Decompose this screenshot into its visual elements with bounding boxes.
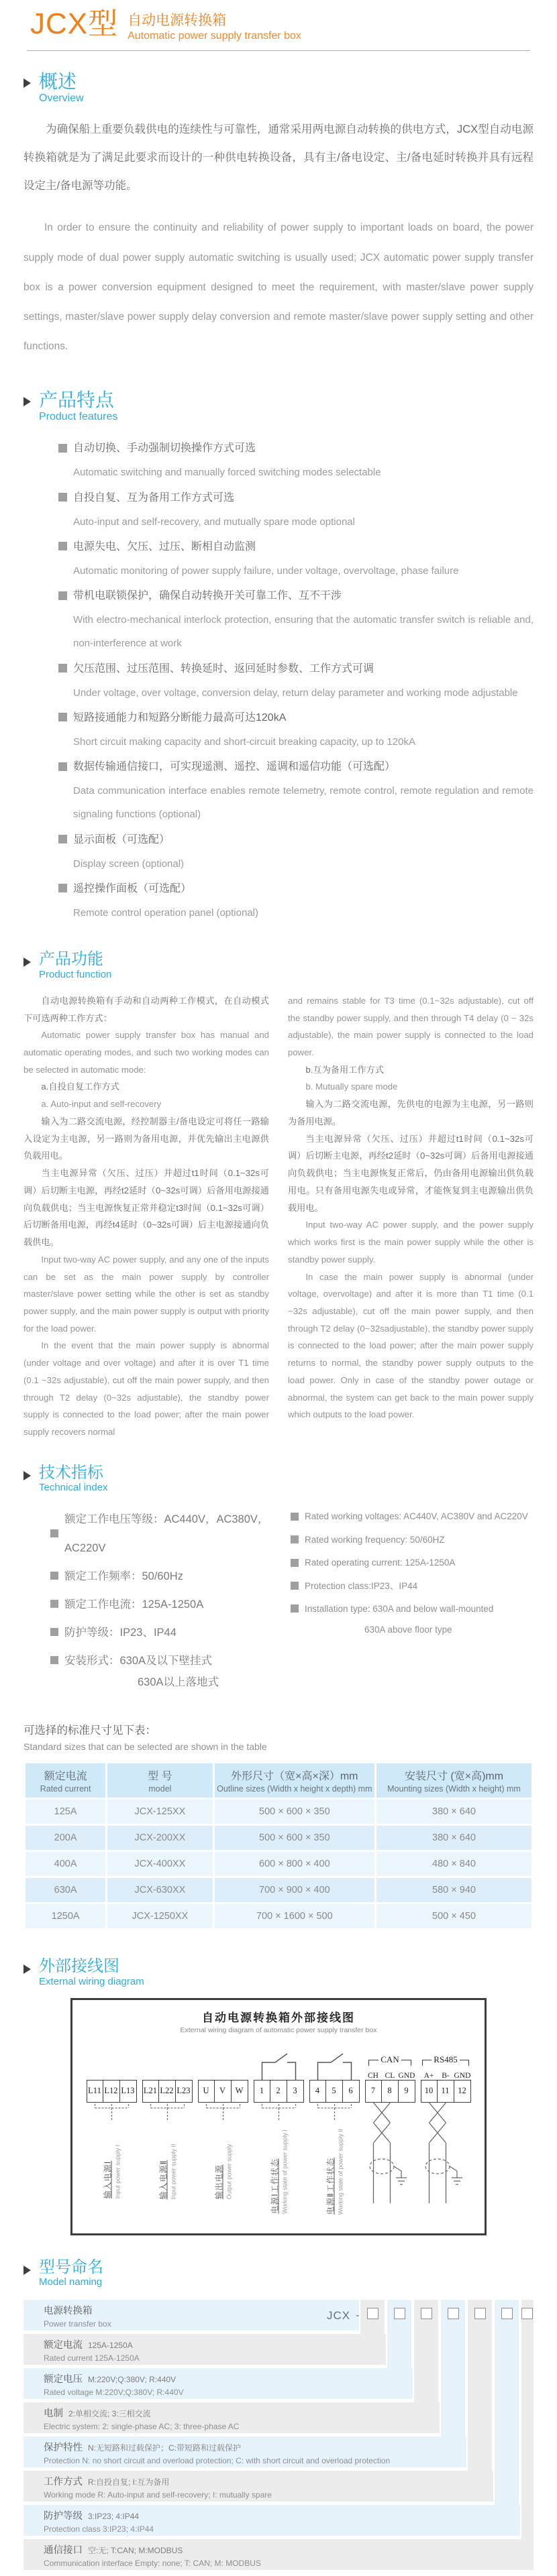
naming-label-cn: 额定电流 [44, 2340, 83, 2351]
naming-label-en: Electric system: 2: single-phase AC; 3: three-phase AC [44, 2422, 240, 2432]
feature-en: With electro-mechanical interlock protection, ensuring that the automatic transfer switch is reliable and, non-interference at work [73, 614, 534, 650]
cell-model: JCX-400XX [107, 1852, 212, 1876]
ground-icon [394, 2166, 407, 2184]
tech-item-cn: 安装形式：630A及以下壁挂式 [64, 1654, 213, 1667]
naming-value-cn: R:自投自复; I:互为备用 [88, 2477, 170, 2487]
naming-label-en: Protection N: no short circuit and overload protection; C: with short circuit and overload protection [44, 2456, 391, 2466]
feature-en: Under voltage, over voltage, conversion delay, return delay parameter and working mode adjustable [73, 687, 518, 699]
terminal: 10 [421, 2080, 438, 2103]
feature-item [58, 436, 534, 484]
naming-value-cn: 空:无; T:CAN; M:MODBUS [88, 2546, 183, 2556]
features-list [23, 436, 534, 925]
bullet-square-icon [58, 591, 67, 600]
terminal-grid [78, 2038, 479, 2229]
function-title-en: Product function [39, 968, 112, 980]
cell-model: JCX-1250XX [107, 1904, 212, 1928]
product-title-block [128, 8, 301, 42]
feature-en: Remote control operation panel (optional) [73, 906, 258, 919]
naming-label-en: Rated current 125A-1250A [44, 2353, 140, 2363]
tech-item-cn: 额定工作电压等级：AC440V，AC380V，AC220V [64, 1513, 269, 1554]
feature-cn: 数据传输通信接口，可实现遥测、遥控、遥调和遥信功能（可选配） [73, 761, 396, 773]
ground-icon [450, 2166, 462, 2184]
features-title-cn: 产品特点 [39, 390, 115, 411]
cell-rated-current: 200A [26, 1826, 105, 1850]
terminal: 6 [343, 2080, 360, 2103]
bullet-square-icon [291, 1559, 299, 1567]
tech-heading [23, 1464, 534, 1494]
group-label-cn: 电源Ⅱ工作状态 [325, 2158, 336, 2215]
feature-item [58, 755, 534, 827]
feature-item [58, 535, 534, 583]
rs485-label: RS485 [434, 2054, 458, 2064]
wiring-title-cn: 外部接线图 [39, 1956, 119, 1975]
bullet-square-icon [58, 664, 67, 672]
bullet-square-icon [58, 762, 67, 771]
product-model-title: JCX型 [30, 7, 119, 40]
function-paragraph: 输入为二路交流电源，经控制器主/备电设定可将任一路输入设定为主电源，另一路则为备用电源，并优先输出主电源供负载用电。 [23, 1116, 269, 1161]
feature-cn: 电源失电、欠压、过压、断相自动监测 [73, 540, 256, 552]
section-model-naming [23, 2258, 534, 2576]
cell-outline-size: 700 × 900 × 400 [215, 1878, 374, 1902]
bracket-corner [422, 2060, 432, 2066]
col-header-outline-sizes: 外形尺寸（宽×高×深）mm Outline sizes (Width x height x depth) mm [215, 1763, 374, 1798]
group-label-en: Output power supply [225, 2144, 233, 2200]
model-prefix: JCX [327, 2309, 351, 2323]
group-label-cn: 电源Ⅰ工作状态 [270, 2158, 280, 2214]
overview-title-en: Overview [39, 93, 84, 105]
group-label-cn: 输入电源Ⅱ [158, 2160, 168, 2200]
naming-label-en: Communication interface Empty: none; T: CAN; M: MODBUS [44, 2559, 261, 2569]
col-header-model: 型 号 model [107, 1763, 212, 1798]
cell-outline-size: 700 × 1600 × 500 [215, 1904, 374, 1928]
code-column-strip [468, 2300, 492, 2471]
pin-label: A+ [423, 2071, 434, 2080]
naming-label-en: Protection class 3:IP23; 4:IP44 [44, 2524, 154, 2534]
terminal: L23 [176, 2080, 193, 2103]
terminal: U [198, 2080, 215, 2103]
cell-rated-current: 1250A [26, 1904, 105, 1928]
naming-heading [23, 2258, 534, 2288]
model-code-box [367, 2308, 378, 2319]
tech-item-cn-extra: 630A以上落地式 [138, 1676, 219, 1688]
bullet-square-icon [50, 1656, 58, 1664]
section-wiring-diagram [23, 1957, 534, 2235]
function-paragraph: 当主电源异常（欠压、过压）并超过t1时间（0.1~32s可调）后切断主电源，再经t2延时（0~32s可调）后备用电源接通向负载供电；当主电源恢复正常并稳定t3时间（0.1~32s可调）后切断备用电源，再经t4延时（0~32s可调）后主电源接通向负载供电。 [23, 1168, 269, 1248]
code-column-strip [441, 2300, 465, 2437]
rs485-pins [421, 2072, 471, 2080]
group-label-en: Input power supply II [170, 2144, 177, 2200]
terminal: L21 [142, 2080, 159, 2103]
pin-label: GND [398, 2071, 415, 2080]
twisted-pair-icon [365, 2103, 415, 2226]
naming-label-cn: 通信接口 [44, 2545, 83, 2557]
cell-outline-size: 500 × 600 × 350 [215, 1826, 374, 1850]
terminal: 5 [326, 2080, 343, 2103]
group-bracket-icon [254, 2103, 304, 2120]
table-header-row [26, 1763, 531, 1798]
cell-mounting-size: 380 × 640 [376, 1800, 531, 1824]
terminal: 11 [438, 2080, 454, 2103]
can-bus-bracket [366, 2054, 413, 2066]
terminal: V [215, 2080, 232, 2103]
group-label-cn: 输出电源 [214, 2164, 224, 2200]
feature-item [58, 706, 534, 754]
section-function [23, 950, 534, 1441]
function-heading [23, 950, 534, 980]
group-bracket-icon [87, 2103, 137, 2120]
terminal-group-can [365, 2038, 415, 2229]
terminal: L22 [159, 2080, 176, 2103]
function-right-column [288, 992, 534, 1441]
naming-label-cn: 电源转换箱 [44, 2306, 93, 2317]
table-row [26, 1904, 531, 1928]
terminal: W [232, 2080, 248, 2103]
model-code-box [394, 2308, 405, 2319]
group-label-en: Working state of power supply II [337, 2129, 344, 2215]
header-divider [27, 50, 530, 51]
model-code-box [448, 2308, 459, 2319]
features-title-en: Product features [39, 411, 118, 423]
section-marker-icon [23, 1471, 31, 1480]
feature-cn: 带机电联锁保护，确保自动转换开关可靠工作、互不干涉 [73, 590, 342, 602]
feature-cn: 自投自复、互为备用工作方式可选 [73, 491, 235, 504]
naming-row [23, 2539, 534, 2570]
pin-label: B- [442, 2071, 450, 2080]
naming-label-cn: 防护等级 [44, 2511, 83, 2522]
twisted-pair-icon [421, 2103, 471, 2226]
feature-item [58, 486, 534, 534]
function-paragraph: a. Auto-input and self-recovery [41, 1099, 162, 1110]
naming-row [23, 2334, 386, 2365]
feature-en: Auto-input and self-recovery, and mutually spare mode optional [73, 516, 355, 528]
features-heading [23, 390, 534, 423]
page-header [23, 0, 534, 42]
terminal-group-state2 [309, 2038, 360, 2229]
pin-label: GND [454, 2071, 471, 2080]
naming-value-cn: 3:IP23; 4:IP44 [88, 2512, 140, 2522]
rs485-bus-bracket [422, 2054, 469, 2066]
naming-value-cn: 125A-1250A [88, 2341, 133, 2351]
sizes-note-cn: 可选择的标准尺寸见下表： [23, 1724, 156, 1737]
terminal-group-input2 [142, 2038, 193, 2229]
naming-label-cn: 额定电压 [44, 2374, 83, 2386]
table-row [26, 1800, 531, 1824]
model-code-box [421, 2308, 432, 2319]
cell-mounting-size: 500 × 450 [376, 1904, 531, 1928]
section-marker-icon [23, 957, 31, 967]
bracket-corner [460, 2060, 469, 2066]
product-title-cn: 自动电源转换箱 [128, 13, 227, 28]
terminal: 9 [399, 2080, 415, 2103]
terminal: 8 [382, 2080, 399, 2103]
feature-item [58, 584, 534, 656]
naming-row [23, 2300, 359, 2331]
terminal: 7 [365, 2080, 382, 2103]
naming-label-cn: 保护特性 [44, 2443, 83, 2454]
terminal-group-input1 [87, 2038, 137, 2229]
feature-cn: 自动切换、手动强制切换操作方式可选 [73, 443, 256, 455]
function-left-column [23, 992, 269, 1441]
section-technical-index [23, 1464, 534, 1690]
terminal: 1 [254, 2080, 270, 2103]
col-header-rated-current: 额定电流 Rated current [26, 1763, 105, 1798]
section-overview [23, 71, 534, 361]
naming-label-cn: 工作方式 [44, 2477, 83, 2488]
tech-item-en-extra: 630A above floor type [364, 1624, 452, 1635]
bullet-square-icon [50, 1572, 58, 1580]
model-code-box [474, 2308, 486, 2319]
sizes-note-en: Standard sizes that can be selected are shown in the table [23, 1741, 267, 1752]
feature-en: Display screen (optional) [73, 858, 185, 870]
naming-value-cn: 2:单相交流; 3:三相交流 [68, 2409, 151, 2419]
feature-en: Data communication interface enables remote telemetry, remote control, remote regulation and remote signaling functions (optional) [73, 785, 534, 821]
cell-mounting-size: 580 × 940 [376, 1878, 531, 1902]
sizes-note [23, 1721, 534, 1752]
cell-mounting-size: 480 × 840 [376, 1852, 531, 1876]
bullet-square-icon [50, 1529, 58, 1537]
table-row [26, 1826, 531, 1850]
function-paragraph: and remains stable for T3 time (0.1~32s adjustable), cut off the standby power supply, and then through T4 delay (0 ~ 32s adjustable), the main power supply is connected to the load power. [288, 995, 534, 1057]
feature-cn: 遥控操作面板（可选配） [73, 882, 192, 894]
cell-rated-current: 630A [26, 1878, 105, 1902]
bullet-square-icon [291, 1513, 299, 1521]
group-bracket-icon [198, 2103, 248, 2120]
naming-title-cn: 型号命名 [39, 2258, 103, 2276]
tech-item-cn: 额定工作电流：125A-1250A [64, 1598, 204, 1611]
bracket-corner [401, 2060, 411, 2066]
naming-label-cn: 电制 [44, 2408, 63, 2420]
naming-label-en: Rated voltage M:220V;Q:380V; R:440V [44, 2388, 184, 2398]
tech-right-column [278, 1505, 534, 1690]
terminal: 4 [309, 2080, 326, 2103]
bullet-square-icon [58, 713, 67, 721]
feature-cn: 短路接通能力和短路分断能力最高可达120kA [73, 711, 287, 723]
function-paragraph: b.互为备用工作方式 [305, 1064, 384, 1075]
terminal: L12 [103, 2080, 120, 2103]
group-label-en: Input power supply I [114, 2144, 121, 2199]
function-paragraph: Input two-way AC power supply, and the power supply which works first is the main power supply while the other is standby power supply. [288, 1220, 534, 1265]
cell-model: JCX-125XX [107, 1800, 212, 1824]
group-label [87, 2123, 137, 2229]
cell-rated-current: 400A [26, 1852, 105, 1876]
overview-paragraph-cn: 为确保船上重要负载供电的连续性与可靠性，通常采用两电源自动转换的供电方式，JCX型自动电源转换箱就是为了满足此要求而设计的一种供电转换设备，具有主/备电设定、主/备电延时转换并具有远程设定主/备电源等功能。 [23, 123, 534, 192]
naming-row [23, 2368, 413, 2399]
switch-contact-icon [309, 2049, 360, 2080]
cell-model: JCX-630XX [107, 1878, 212, 1902]
section-features [23, 390, 534, 925]
table-row [26, 1852, 531, 1876]
terminal: 12 [454, 2080, 471, 2103]
wiring-heading [23, 1957, 534, 1987]
model-naming-diagram [23, 2300, 534, 2576]
code-column-strip [521, 2300, 534, 2539]
diagram-title-en: External wiring diagram of automatic power supply transfer box [180, 2026, 377, 2034]
overview-title-cn: 概述 [39, 71, 77, 92]
switch-contact-icon [254, 2049, 304, 2080]
function-paragraph: b. Mutually spare mode [305, 1081, 398, 1092]
feature-cn: 显示面板（可选配） [73, 833, 170, 845]
model-code-box [521, 2308, 533, 2319]
naming-value-cn: N:无短路和过载保护；C:带短路和过载保护 [88, 2443, 242, 2453]
group-label [142, 2123, 193, 2229]
section-marker-icon [23, 397, 31, 406]
group-label [254, 2123, 304, 2229]
bullet-square-icon [58, 835, 67, 843]
model-dash: - [356, 2310, 360, 2322]
section-marker-icon [23, 1965, 31, 1974]
wiring-diagram-box [70, 1998, 487, 2235]
tech-item-en: Rated working voltages: AC440V, AC380V and AC220V [305, 1511, 528, 1522]
section-marker-icon [23, 2266, 31, 2275]
feature-item [58, 828, 534, 876]
function-paragraph: In case the main power supply is abnormal (under voltage, overvoltage) and after it is more than T1 time (0.1 ~32s adjustable), cut off the main power supply, and then through T2 delay (0~32sadjustable), the standby power supply is connected to the load power; after the main power supply returns to normal, the standby power supply outputs to the load power. Only in case of the standby power outage or abnormal, the system can get back to the main power supply which outputs to the load power. [288, 1271, 534, 1420]
group-bracket-icon [309, 2103, 360, 2120]
terminal-group-state1 [254, 2038, 304, 2229]
bullet-square-icon [58, 493, 67, 502]
function-paragraph: 当主电源异常（欠压、过压）并超过t1时间（0.1~32s可调）后切断主电源，再经t2延时（0~32s可调）后备用电源接通向负载供电；当主电源恢复正常后，仍由备用电源输出供负载用电。只有备用电源失电或异常，才能恢复到主电源输出供负载用电。 [288, 1133, 534, 1213]
function-columns [23, 992, 534, 1441]
feature-en: Automatic monitoring of power supply failure, under voltage, overvoltage, phase failure [73, 565, 459, 577]
cell-outline-size: 600 × 800 × 400 [215, 1852, 374, 1876]
bracket-corner [368, 2060, 378, 2066]
cell-outline-size: 500 × 600 × 350 [215, 1800, 374, 1824]
bullet-square-icon [58, 444, 67, 453]
feature-en: Short circuit making capacity and short-circuit breaking capacity, up to 120kA [73, 736, 415, 748]
tech-item-cn: 防护等级：IP23、IP44 [64, 1626, 176, 1639]
cell-mounting-size: 380 × 640 [376, 1826, 531, 1850]
bullet-square-icon [291, 1604, 299, 1613]
model-code-row [327, 2309, 361, 2323]
feature-cn: 欠压范围、过压范围、转换延时、返回延时参数、工作方式可调 [73, 662, 374, 675]
function-paragraph: Input two-way AC power supply, and any one of the inputs can be set as the main power supply by controller master/slave power setting while the other is set as standby power supply, and the main power supply is output with priority for the load power. [23, 1254, 269, 1334]
bullet-square-icon [50, 1600, 58, 1608]
naming-value-cn: M:220V;Q:380V; R:440V [88, 2375, 176, 2385]
bullet-square-icon [291, 1582, 299, 1590]
wiring-title-en: External wiring diagram [39, 1975, 144, 1987]
group-label-en: Working state of power supply I [281, 2129, 289, 2214]
function-paragraph: 自动电源转换箱有手动和自动两种工作模式，在自动模式下可选两种工作方式： [23, 995, 269, 1023]
pin-label: CL [385, 2071, 395, 2080]
bullet-square-icon [58, 884, 67, 892]
naming-row [23, 2402, 440, 2433]
group-label-cn: 输入电源Ⅰ [103, 2160, 113, 2199]
cell-rated-current: 125A [26, 1800, 105, 1824]
function-paragraph: 输入为二路交流电源，先供电的电源为主电源，另一路则为备用电源。 [288, 1099, 534, 1126]
table-row [26, 1878, 531, 1902]
function-paragraph: In the event that the main power supply is abnormal (under voltage and over voltage) and after it is over T1 time (0.1 ~32s adjustable), cut off the main power supply, and then through T2 delay (0~32s adjustable), the standby power supply is connected to the load power; after the main power supply recovers normal [23, 1340, 269, 1438]
tech-item-en: Rated working frequency: 50/60HZ [305, 1534, 445, 1545]
can-pins [365, 2072, 415, 2080]
function-paragraph: a.自投自复工作方式 [41, 1081, 119, 1092]
function-title-cn: 产品功能 [39, 950, 103, 969]
model-code-box [501, 2308, 513, 2319]
can-label: CAN [381, 2054, 399, 2064]
group-label [198, 2123, 248, 2229]
bullet-square-icon [58, 542, 67, 550]
product-title-en: Automatic power supply transfer box [128, 30, 301, 42]
terminal: L11 [87, 2080, 103, 2103]
tech-item-en: Protection class:IP23、IP44 [305, 1580, 418, 1591]
standard-sizes-table [23, 1761, 534, 1930]
terminal: 2 [270, 2080, 287, 2103]
col-header-mounting-sizes: 安装尺寸 (宽×高)mm Mounting sizes (Width x height) mm [376, 1763, 531, 1798]
group-bracket-icon [142, 2103, 193, 2120]
feature-en: Automatic switching and manually forced switching modes selectable [73, 467, 381, 479]
tech-columns [23, 1505, 534, 1690]
cell-model: JCX-200XX [107, 1826, 212, 1850]
overview-heading [23, 71, 534, 105]
naming-label-en: Power transfer box [44, 2319, 111, 2329]
section-marker-icon [23, 78, 31, 88]
naming-row [23, 2471, 493, 2502]
naming-row [23, 2505, 520, 2536]
tech-item-en: Rated operating current: 125A-1250A [305, 1558, 456, 1568]
terminal: 3 [287, 2080, 304, 2103]
tech-item-cn: 额定工作频率：50/60Hz [64, 1570, 183, 1582]
diagram-title-cn: 自动电源转换箱外部接线图 [202, 2011, 355, 2024]
group-label [309, 2123, 360, 2229]
feature-item [58, 877, 534, 925]
naming-title-en: Model naming [39, 2276, 103, 2288]
terminal-group-rs485 [421, 2038, 471, 2229]
code-column-strip [495, 2300, 519, 2505]
feature-item [58, 657, 534, 705]
naming-row [23, 2437, 466, 2467]
tech-title-en: Technical index [39, 1482, 108, 1494]
terminal-group-output [198, 2038, 248, 2229]
bullet-square-icon [50, 1628, 58, 1636]
tech-left-column [23, 1505, 278, 1690]
bullet-square-icon [291, 1535, 299, 1543]
overview-paragraph-en: In order to ensure the continuity and reliability of power supply to important loads on board, the power supply mode of dual power supply automatic switching is usually used; JCX automatic power supply transfer box is a power conversion equipment designed to meet the requirement, with master/slave power supply settings, master/slave power supply delay conversion and remote master/slave power supply setting and other functions. [23, 222, 534, 353]
tech-title-cn: 技术指标 [39, 1463, 103, 1482]
pin-label: CH [368, 2071, 378, 2080]
function-paragraph: Automatic power supply transfer box has manual and automatic operating modes, and such two working modes can be selected in automatic mode: [23, 1030, 269, 1075]
naming-label-en: Working mode R: Auto-input and self-recovery; I: mutually spare [44, 2490, 272, 2500]
tech-item-en: Installation type: 630A and below wall-mounted [305, 1604, 494, 1615]
terminal: L13 [120, 2080, 137, 2103]
